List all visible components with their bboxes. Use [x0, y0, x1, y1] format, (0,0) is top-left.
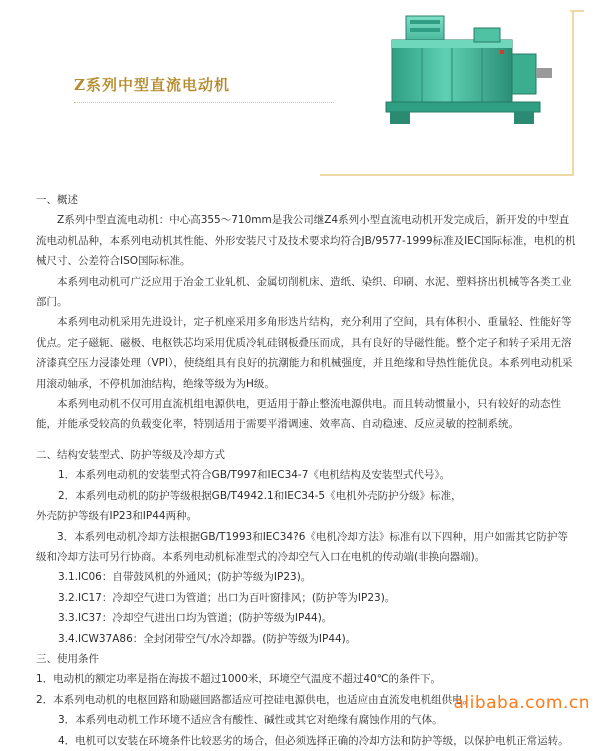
list-item-continuation: 外壳防护等级有IP23和IP44两种。: [36, 510, 198, 523]
paragraph: Z系列中型直流电动机：中心高355～710mm是我公司继Z4系列小型直流电动机开发完成后，新开发的中型直流电动机品种，本系列电动机其性能、外形安装尺寸及技术要求均符合JB/9577-1999标准及IEC国际标准，电机的机械尺寸、公差符合ISO国际标准。: [36, 214, 576, 268]
document-body: [36, 190, 576, 751]
list-item: 3．本系列电动机工作环境不适应含有酸性、碱性或其它对绝缘有腐蚀作用的气体。: [58, 714, 443, 727]
sub-list-item: 3.2.IC17：冷却空气进口为管道；出口为百叶窗排风；(防护等为IP23)。: [58, 591, 396, 604]
paragraph: 本系列电动机可广泛应用于冶金工业轧机、金属切削机床、造纸、染织、印刷、水泥、塑料挤出机械等各类工业部门。: [36, 275, 572, 309]
paragraph: 本系列电动机不仅可用直流机组电源供电，更适用于静止整流电源供电。而且转动惯量小，只有较好的动态性能，并能承受较高的负载变化率，特别适用于需要平滑调速、效率高、自动稳速、反应灵敏的控制系统。: [36, 398, 561, 431]
list-item: 1．电动机的额定功率是指在海拔不超过1000米，环境空气温度不超过40℃的条件下。: [36, 673, 442, 686]
header-banner: [14, 10, 586, 174]
list-item: 4．电机可以安装在环境条件比较恶劣的场合，但必须选择正确的冷却方法和防护等级，以保护电机正常运转。: [58, 734, 569, 747]
title-underline: [74, 102, 334, 105]
section-heading-overview: 一、概述: [36, 194, 78, 206]
list-item: 3．本系列电动机冷却方法根据GB/T1993和IEC34?6《电机冷却方法》标准有以下四种，用户如需其它防护等级和冷却方法可另行协商。本系列电动机标准型式的冷却空气入口在电机的传动端(非换向器端)。: [36, 530, 568, 563]
section-heading-conditions: 三、使用条件: [36, 652, 99, 665]
list-item: 2．本系列电动机的电枢回路和励磁回路都适应可控硅电源供电，也适应由直流发电机组供电。: [36, 693, 474, 706]
page-title: Z系列中型直流电动机: [74, 76, 230, 94]
motor-product-image: [382, 10, 558, 128]
list-item: 2．本系列电动机的防护等级根据GB/T4942.1和IEC34-5《电机外壳防护分级》标准，: [58, 489, 462, 502]
paragraph: 本系列电动机采用先进设计，定子机座采用多角形迭片结构，充分利用了空间，具有体积小、重量轻、性能好等优点。定子磁轭、磁极、电枢铁芯均采用优质冷轧硅钢板叠压而成，具有良好的导磁性能。整个定子和转子采用无溶济漆真空压力浸漆处理（VPI），使绕组具有良好的抗潮能力和机械强度，并且绝缘和导热性能优良。本系列电动机采用滚动轴承，不停机加油结构，绝缘等级为为H级。: [36, 316, 573, 390]
banner-frame-corner: [570, 10, 584, 20]
sub-list-item: 3.3.IC37：冷却空气进出口均为管道；(防护等级为IP44)。: [58, 612, 333, 625]
sub-list-item: 3.1.IC06：自带鼓风机的外通风；(防护等级为IP23)。: [58, 571, 312, 584]
watermark-text: alibaba.com.cn: [453, 693, 590, 713]
section-heading-structure: 二、结构安装型式、防护等级及冷却方式: [36, 448, 225, 461]
list-item: 1．本系列电动机的安装型式符合GB/T997和IEC34-7《电机结构及安装型式代号》。: [58, 469, 451, 482]
sub-list-item: 3.4.ICW37A86：全封闭带空气/水冷却器。(防护等级为IP44)。: [58, 632, 357, 645]
